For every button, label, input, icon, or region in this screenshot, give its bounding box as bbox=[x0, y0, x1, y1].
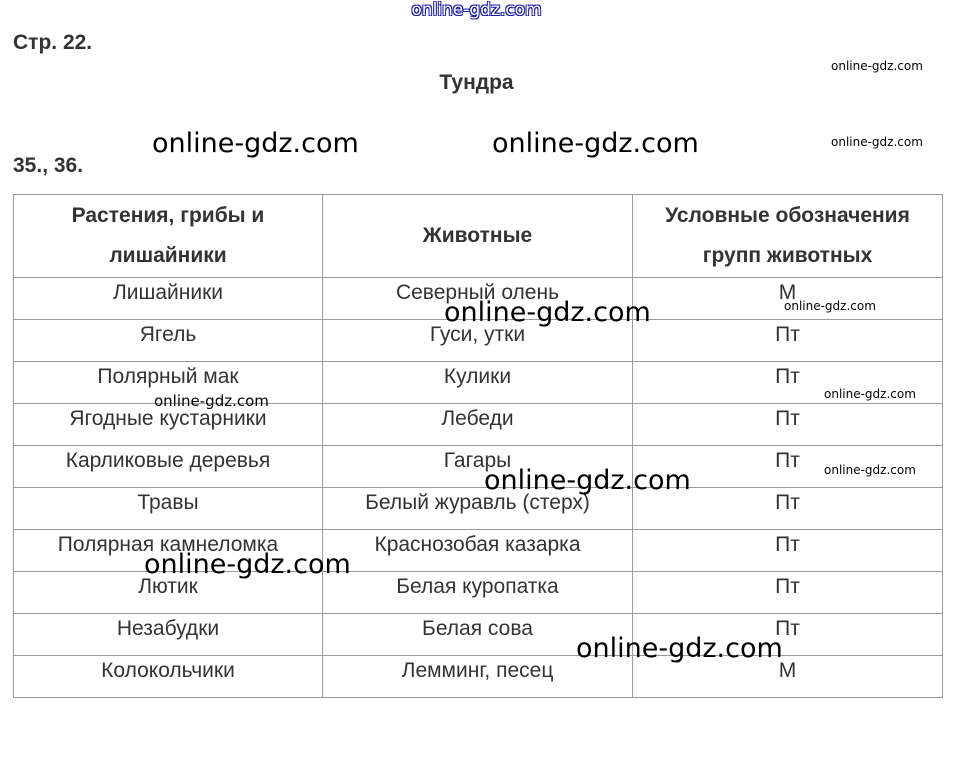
header-plants-line2: лишайники bbox=[109, 244, 227, 267]
watermark: online-gdz.com bbox=[784, 299, 876, 313]
table-row bbox=[14, 404, 943, 446]
task-numbers: 35., 36. bbox=[13, 154, 84, 177]
watermark: online-gdz.com bbox=[144, 549, 351, 580]
watermark-top: online-gdz.com bbox=[411, 0, 542, 20]
plant-cell: Ягодные кустарники bbox=[14, 404, 323, 446]
watermark: online-gdz.com bbox=[484, 465, 691, 496]
animal-cell: Лебеди bbox=[323, 404, 633, 446]
header-plants bbox=[14, 195, 323, 278]
table-row bbox=[14, 488, 943, 530]
group-code-cell: Пт bbox=[633, 488, 943, 530]
watermark: online-gdz.com bbox=[152, 128, 359, 159]
header-animals: Животные bbox=[323, 195, 633, 278]
plant-cell: Ягель bbox=[14, 320, 323, 362]
watermark: online-gdz.com bbox=[831, 135, 923, 149]
watermark: online-gdz.com bbox=[492, 128, 699, 159]
group-code-cell: Пт bbox=[633, 446, 943, 488]
group-code-cell: М bbox=[633, 278, 943, 320]
page-number-label: Стр. 22. bbox=[13, 31, 93, 54]
animal-cell: Белая куропатка bbox=[323, 572, 633, 614]
header-groups-line1: Условные обозначения bbox=[665, 204, 910, 227]
animal-cell: Лемминг, песец bbox=[323, 656, 633, 698]
group-code-cell: Пт bbox=[633, 320, 943, 362]
table-header-row bbox=[14, 195, 943, 278]
group-code-cell: Пт bbox=[633, 572, 943, 614]
watermark: online-gdz.com bbox=[576, 633, 783, 664]
plant-cell: Незабудки bbox=[14, 614, 323, 656]
animal-cell: Гуси, утки bbox=[323, 320, 633, 362]
header-groups-line2: групп животных bbox=[702, 244, 873, 267]
watermark: online-gdz.com bbox=[154, 392, 269, 410]
header-plants-line1: Растения, грибы и bbox=[71, 204, 265, 227]
watermark: online-gdz.com bbox=[824, 387, 916, 401]
watermark: online-gdz.com bbox=[831, 59, 923, 73]
group-code-cell: Пт bbox=[633, 530, 943, 572]
tundra-table bbox=[13, 194, 943, 698]
group-code-cell: Пт bbox=[633, 362, 943, 404]
animal-cell: Белая сова bbox=[323, 614, 633, 656]
plant-cell: Полярная камнеломка bbox=[14, 530, 323, 572]
group-code-cell: Пт bbox=[633, 404, 943, 446]
table-row bbox=[14, 446, 943, 488]
animal-cell: Гагары bbox=[323, 446, 633, 488]
page-title: Тундра bbox=[439, 71, 514, 94]
watermark: online-gdz.com bbox=[444, 297, 651, 328]
animal-cell: Краснозобая казарка bbox=[323, 530, 633, 572]
header-animal-groups bbox=[633, 195, 943, 278]
animal-cell: Белый журавль (стерх) bbox=[323, 488, 633, 530]
group-code-cell: Пт bbox=[633, 614, 943, 656]
table-row bbox=[14, 656, 943, 698]
table-row bbox=[14, 362, 943, 404]
group-code-cell: М bbox=[633, 656, 943, 698]
plant-cell: Колокольчики bbox=[14, 656, 323, 698]
plant-cell: Карликовые деревья bbox=[14, 446, 323, 488]
watermark: online-gdz.com bbox=[824, 463, 916, 477]
plant-cell: Травы bbox=[14, 488, 323, 530]
table-row bbox=[14, 614, 943, 656]
animal-cell: Северный олень bbox=[323, 278, 633, 320]
plant-cell: Лишайники bbox=[14, 278, 323, 320]
plant-cell: Полярный мак bbox=[14, 362, 323, 404]
animal-cell: Кулики bbox=[323, 362, 633, 404]
plant-cell: Лютик bbox=[14, 572, 323, 614]
